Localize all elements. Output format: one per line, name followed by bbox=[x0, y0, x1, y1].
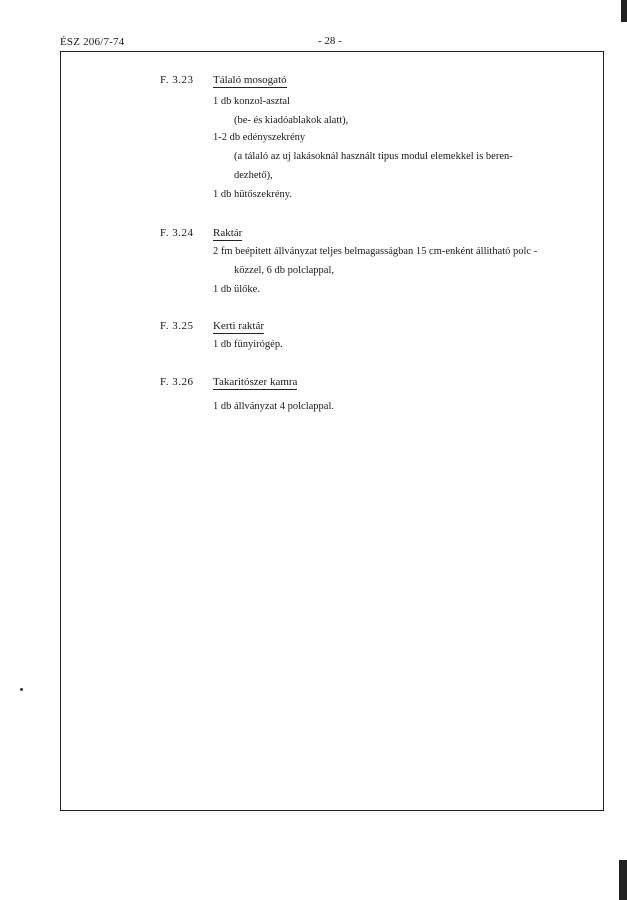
page-frame bbox=[60, 51, 604, 811]
scan-edge-mark bbox=[619, 860, 627, 900]
section-title: Kerti raktár bbox=[213, 320, 264, 332]
section-number: F. 3.23 bbox=[160, 74, 194, 86]
section-line: 1 db állványzat 4 polclappal. bbox=[213, 401, 335, 412]
scan-speck bbox=[20, 688, 23, 691]
section-line: 1 db fünyirógép. bbox=[213, 339, 283, 350]
section-line: (be- és kiadóablakok alatt), bbox=[234, 115, 349, 126]
section-number: F. 3.26 bbox=[160, 376, 194, 388]
section-title: Tálaló mosogató bbox=[213, 74, 287, 86]
section-line: dezhető), bbox=[234, 170, 273, 181]
section-line: 1 db konzol-asztal bbox=[213, 96, 290, 107]
scan-edge-mark bbox=[621, 0, 627, 22]
document-id: ÉSZ 206/7-74 bbox=[60, 36, 125, 48]
section-line: 2 fm beépitett állványzat teljes belmagasságban 15 cm-enként állitható polc - bbox=[213, 246, 538, 257]
section-title: Takaritószer kamra bbox=[213, 376, 298, 388]
section-line: közzel, 6 db polclappal, bbox=[234, 265, 335, 276]
section-number: F. 3.24 bbox=[160, 227, 194, 239]
page-number: - 28 - bbox=[318, 35, 342, 47]
section-title: Raktár bbox=[213, 227, 243, 239]
section-line: 1-2 db edényszekrény bbox=[213, 132, 306, 143]
section-line: 1 db hütőszekrény. bbox=[213, 189, 292, 200]
section-number: F. 3.25 bbox=[160, 320, 194, 332]
section-line: 1 db ülőke. bbox=[213, 284, 260, 295]
section-line: (a tálaló az uj lakásoknál használt tipus modul elemekkel is beren- bbox=[234, 151, 513, 162]
